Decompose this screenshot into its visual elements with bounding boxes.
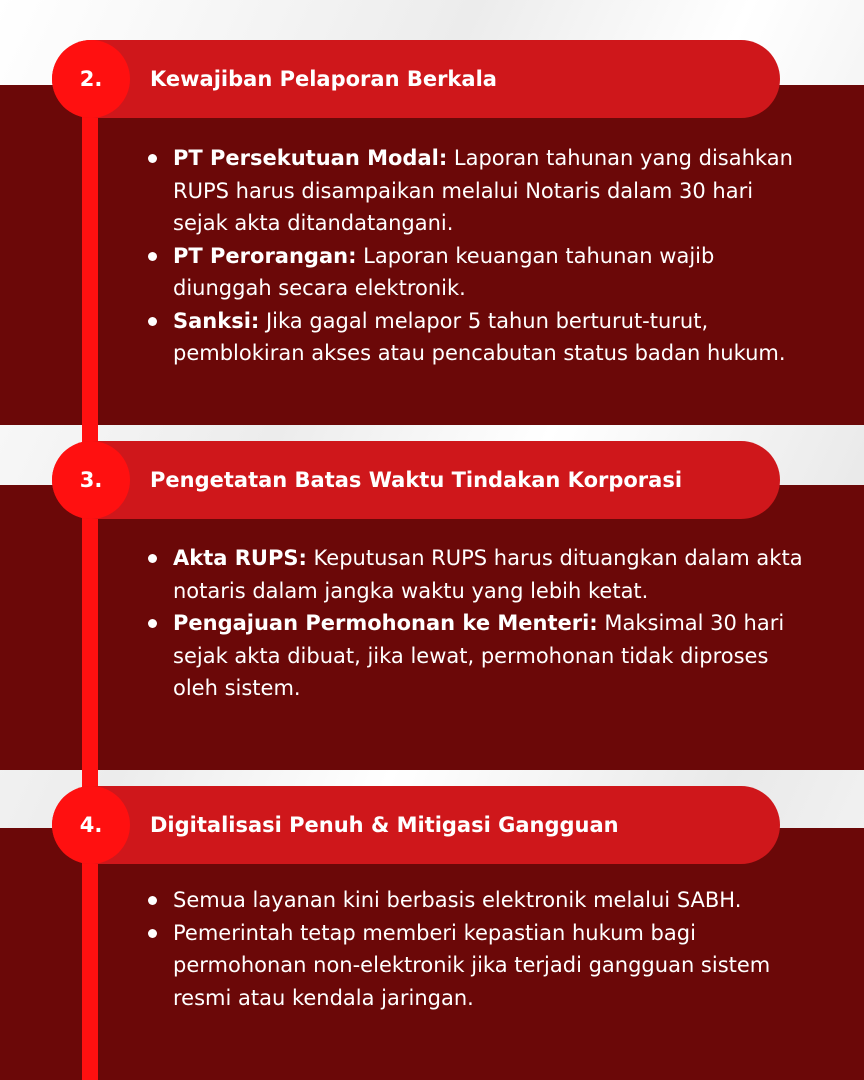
list-item	[146, 305, 806, 370]
item-text: Laporan keuangan tahunan wajib diunggah secara elektronik.	[173, 243, 715, 300]
list-item	[146, 917, 806, 1015]
section-3-number: 3.	[52, 441, 130, 519]
section-4-header	[52, 786, 780, 864]
list-item	[146, 884, 806, 917]
section-2-title: Kewajiban Pelaporan Berkala	[150, 67, 497, 91]
section-3-header	[52, 441, 780, 519]
section-4-number: 4.	[52, 786, 130, 864]
list-item	[146, 542, 806, 607]
item-bold-label: Pengajuan Permohonan ke Menteri:	[173, 611, 598, 635]
item-bold-label: Akta RUPS:	[173, 546, 307, 570]
timeline-line	[82, 60, 98, 1080]
section-2-number: 2.	[52, 40, 130, 118]
section-4-title: Digitalisasi Penuh & Mitigasi Gangguan	[150, 813, 619, 837]
section-2-header	[52, 40, 780, 118]
list-item	[146, 240, 806, 305]
bullet-icon	[148, 896, 157, 905]
section-3-title: Pengetatan Batas Waktu Tindakan Korporasi	[150, 468, 683, 492]
list-item	[146, 142, 806, 240]
list-item	[146, 607, 806, 705]
item-bold-label: Sanksi:	[173, 308, 260, 333]
item-text: Laporan tahunan yang disahkan RUPS harus disampaikan melalui Notaris dalam 30 hari sejak akta ditandatangani.	[173, 146, 793, 235]
item-text: Semua layanan kini berbasis elektronik melalui SABH.	[173, 888, 742, 912]
item-bold-label: PT Persekutuan Modal:	[173, 146, 448, 170]
item-text: Maksimal 30 hari sejak akta dibuat, jika lewat, permohonan tidak diproses oleh sistem.	[173, 611, 785, 700]
section-3-list	[146, 542, 806, 705]
section-2-list	[146, 142, 806, 370]
bullet-icon	[148, 929, 157, 938]
bullet-icon	[148, 252, 157, 261]
section-4-list	[146, 884, 806, 1014]
item-bold-label: PT Perorangan:	[173, 243, 357, 268]
bullet-icon	[148, 554, 157, 563]
bullet-icon	[148, 619, 157, 628]
item-text: Keputusan RUPS harus dituangkan dalam akta notaris dalam jangka waktu yang lebih ketat.	[173, 546, 803, 603]
bullet-icon	[148, 154, 157, 163]
item-text: Jika gagal melapor 5 tahun berturut-turut, pemblokiran akses atau pencabutan status badan hukum.	[173, 308, 786, 365]
bullet-icon	[148, 317, 157, 326]
item-text: Pemerintah tetap memberi kepastian hukum bagi permohonan non-elektronik jika terjadi gangguan sistem resmi atau kendala jaringan.	[173, 920, 771, 1010]
